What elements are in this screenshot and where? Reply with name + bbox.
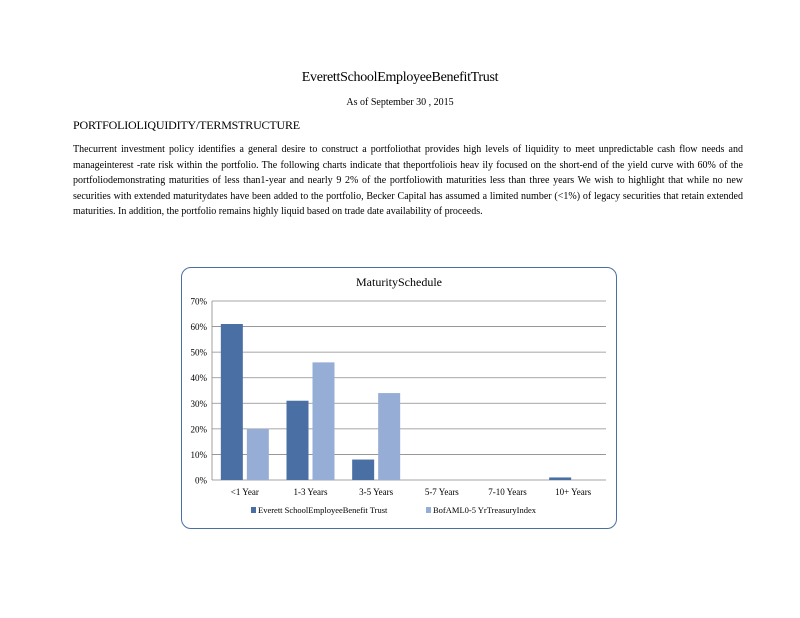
bar bbox=[287, 401, 309, 480]
bar bbox=[221, 324, 243, 480]
x-tick-label: 1-3 Years bbox=[293, 487, 328, 497]
y-tick-label: 0% bbox=[195, 475, 207, 486]
bar bbox=[378, 393, 400, 480]
legend-label: Everett SchoolEmployeeBenefit Trust bbox=[258, 505, 388, 515]
bar bbox=[352, 460, 374, 480]
x-tick-label: <1 Year bbox=[230, 487, 259, 497]
bar bbox=[247, 429, 269, 480]
y-tick-label: 60% bbox=[190, 322, 207, 333]
legend-label: BofAML0-5 YrTreasuryIndex bbox=[433, 505, 537, 515]
y-tick-label: 40% bbox=[190, 373, 207, 384]
y-tick-label: 30% bbox=[190, 398, 207, 409]
bar bbox=[313, 362, 335, 480]
y-tick-label: 50% bbox=[190, 347, 207, 358]
section-heading: PORTFOLIOLIQUIDITY/TERMSTRUCTURE bbox=[73, 118, 300, 132]
chart-title: MaturitySchedule bbox=[356, 275, 442, 289]
document-title: EverettSchoolEmployeeBenefitTrust bbox=[301, 70, 499, 85]
y-tick-label: 70% bbox=[190, 296, 207, 307]
x-tick-label: 5-7 Years bbox=[424, 487, 459, 497]
x-tick-label: 3-5 Years bbox=[359, 487, 394, 497]
legend-swatch bbox=[251, 507, 256, 513]
bar bbox=[549, 477, 571, 480]
as-of-date: As of September 30 , 2015 bbox=[346, 97, 454, 108]
y-tick-label: 10% bbox=[190, 449, 207, 460]
legend-swatch bbox=[426, 507, 431, 513]
x-tick-label: 10+ Years bbox=[555, 487, 592, 497]
y-tick-label: 20% bbox=[190, 424, 207, 435]
x-tick-label: 7-10 Years bbox=[488, 487, 527, 497]
body-paragraph: Thecurrent investment policy identifies a general desire to construct a portfoliothat provides high levels of liquidity to meet unpredictable cash flow needs and manageinterest -rate risk within the portfolio. The following charts indicate that theportfoliois heav ily focused on the short-end of the yield curve with 60% of the portfoliodemonstrating maturities of less than1-year and nearly 9 2% of the portfoliowith maturities less than three years We wish to highlight that while no new securities with extended maturitydates have been added to the portfolio, Becker Capital has assumed a limited number (<1%) of legacy securities that retain extended maturities. In addition, the portfolio remains highly liquid based on trade date availability of proceeds. bbox=[73, 144, 743, 218]
